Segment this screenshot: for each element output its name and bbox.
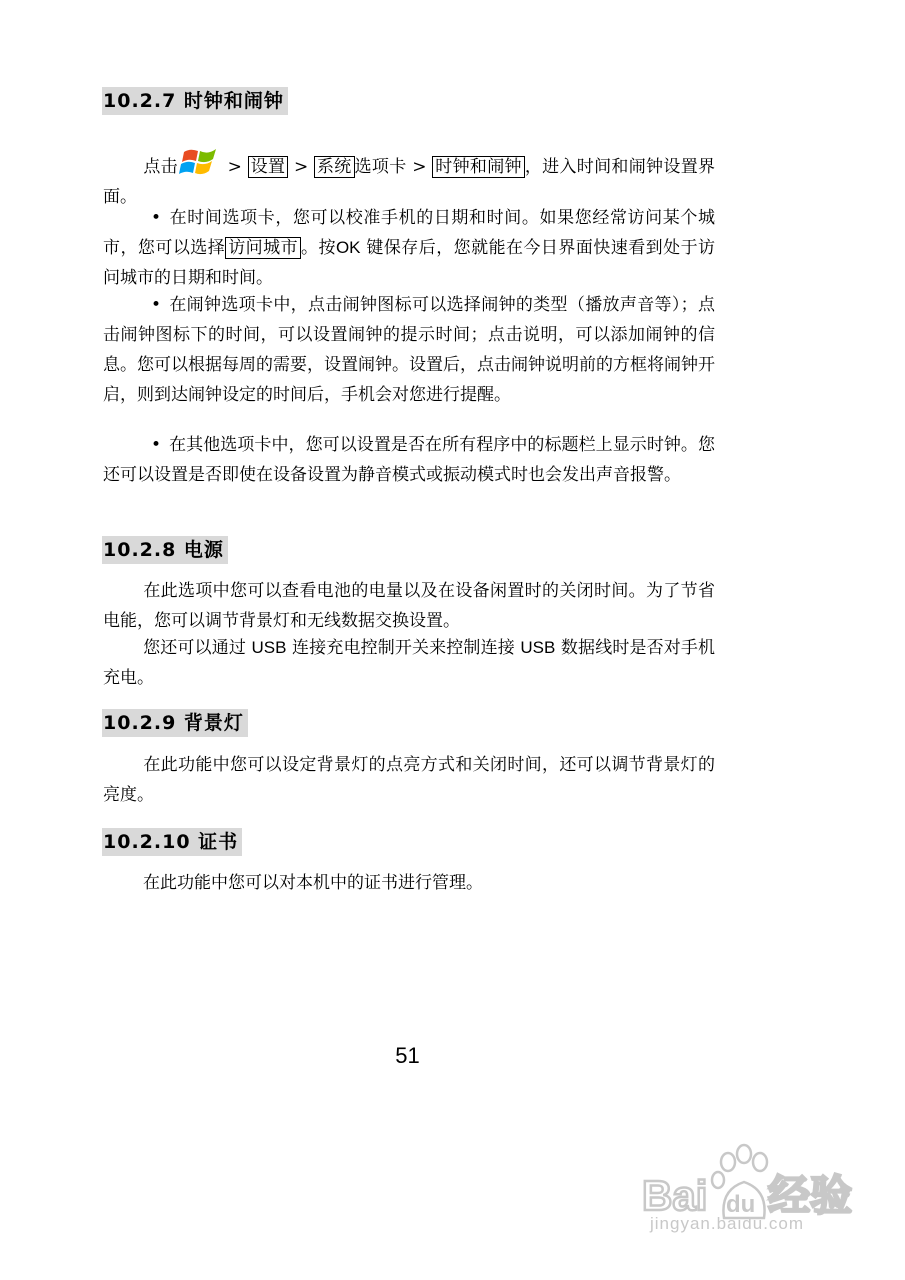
windows-start-icon[interactable] <box>178 146 222 178</box>
section-heading-clock-alarm: 10.2.7 时钟和闹钟 <box>102 87 288 115</box>
page-number: 51 <box>395 1043 420 1068</box>
power-paragraph-2: 您还可以通过 USB 连接充电控制开关来控制连接 USB 数据线时是否对手机充电。 <box>103 638 716 688</box>
bullet-other-tab: • 在其他选项卡中，您可以设置是否在所有程序中的标题栏上显示时钟。您还可以设置是否即使在设备设置为静音模式或振动模式时也会发出声音报警。 <box>103 435 715 485</box>
clock-alarm-box: 时钟和闹钟 <box>432 156 525 178</box>
clock-path-paragraph: 点击 > 设置 > 系统 选项卡 > 时钟和闹钟 ，进入时间和闹钟设置界面。 <box>103 146 715 212</box>
certificate-paragraph: 在此功能中您可以对本机中的证书进行管理。 <box>143 873 483 893</box>
power-paragraph-1: 在此选项中您可以查看电池的电量以及在设备闲置时的关闭时间。为了节省电能，您可以调节背景灯和无线数据交换设置。 <box>103 581 715 631</box>
section-heading-power: 10.2.8 电源 <box>102 536 228 564</box>
backlight-paragraph: 在此功能中您可以设定背景灯的点亮方式和关闭时间，还可以调节背景灯的亮度。 <box>103 755 715 805</box>
system-box: 系统 <box>314 156 355 178</box>
svg-text:du: du <box>726 1191 756 1218</box>
svg-text:Bai: Bai <box>642 1172 708 1219</box>
section-heading-certificate: 10.2.10 证书 <box>102 828 242 856</box>
settings-box: 设置 <box>248 156 289 178</box>
path-prefix: 点击 <box>143 157 178 177</box>
section-heading-backlight: 10.2.9 背景灯 <box>102 709 248 737</box>
bullet-time-tab: • 在时间选项卡，您可以校准手机的日期和时间。如果您经常访问某个城市，您可以选择 访问城市 。按OK 键保存后，您就能在今日界面快速看到处于访问城市的日期和时间。 <box>103 208 716 288</box>
visit-city-box: 访问城市 <box>225 237 301 259</box>
watermark-url: jingyan.baidu.com <box>650 1214 805 1233</box>
bullet-alarm-tab: • 在闹钟选项卡中，点击闹钟图标可以选择闹钟的类型（播放声音等）；点击闹钟图标下的时间，可以设置闹钟的提示时间；点击说明，可以添加闹钟的信息。您可以根据每周的需要，设置闹钟。设置后，点击闹钟说明前的方框将闹钟开启，则到达闹钟设定的时间后，手机会对您进行提醒。 <box>103 295 715 405</box>
svg-text:经验: 经验 <box>768 1172 853 1219</box>
